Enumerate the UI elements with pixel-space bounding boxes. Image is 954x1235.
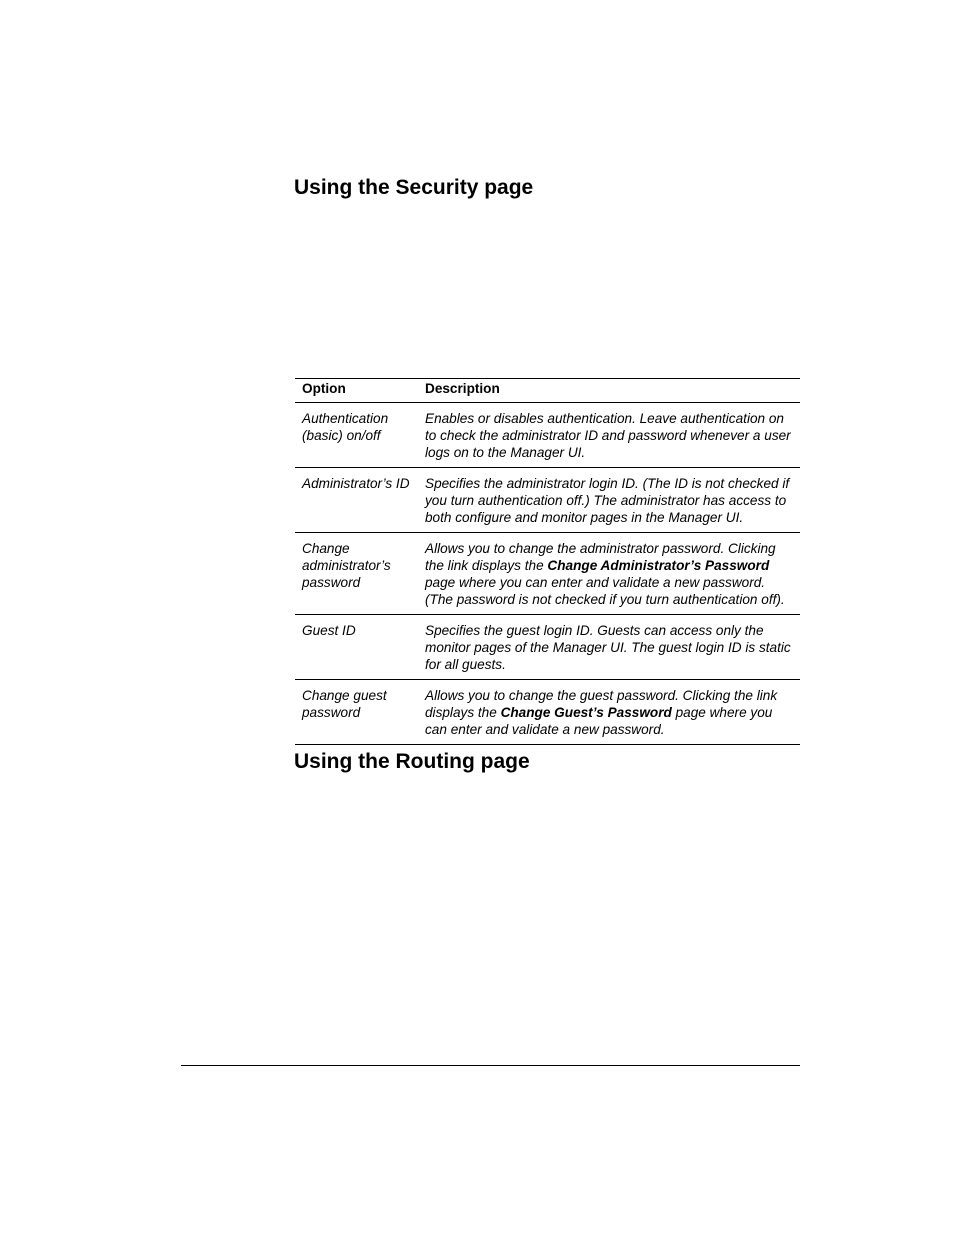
description-text: Enables or disables authentication. Leave authentication on to check the administrator ID and password whenever a user logs on to the Manager UI. (425, 411, 791, 460)
table-row (295, 468, 800, 533)
option-cell: Change guest password (302, 688, 387, 720)
security-options-table (295, 378, 800, 745)
section-heading-routing: Using the Routing page (294, 750, 530, 773)
description-text-end: page where you can enter and validate a new password. (The password is not checked if you turn authentication off). (425, 575, 785, 607)
table-row (295, 615, 800, 680)
table-header-row (295, 379, 800, 403)
description-text: Allows you to change the administrator password. Clicking the link displays the (425, 541, 776, 573)
option-cell: Guest ID (302, 623, 356, 638)
table-row (295, 680, 800, 745)
description-cell (418, 680, 800, 745)
description-cell (418, 533, 800, 615)
description-text: Specifies the guest login ID. Guests can access only the monitor pages of the Manager UI. The guest login ID is static for all guests. (425, 623, 791, 672)
column-header-option: Option (302, 381, 346, 396)
description-bold-text: Change Administrator’s Password (547, 558, 770, 573)
option-cell: Administrator’s ID (302, 476, 410, 491)
description-cell (418, 403, 800, 468)
description-text: Specifies the administrator login ID. (The ID is not checked if you turn authentication off.) The administrator has access to both configure and monitor pages in the Manager UI. (425, 476, 790, 525)
option-cell: Change administrator’s password (302, 541, 391, 590)
table-row (295, 533, 800, 615)
description-text-end: page where you can enter and validate a new password. (425, 705, 773, 737)
description-bold-text: Change Guest’s Password (500, 705, 672, 720)
option-cell: Authentication (basic) on/off (302, 411, 389, 443)
description-cell (418, 615, 800, 680)
description-text: Allows you to change the guest password. Clicking the link displays the (425, 688, 778, 720)
section-heading-security: Using the Security page (294, 176, 534, 199)
description-cell (418, 468, 800, 533)
column-header-description: Description (425, 381, 500, 396)
table-row (295, 403, 800, 468)
footer-divider (181, 1065, 800, 1066)
